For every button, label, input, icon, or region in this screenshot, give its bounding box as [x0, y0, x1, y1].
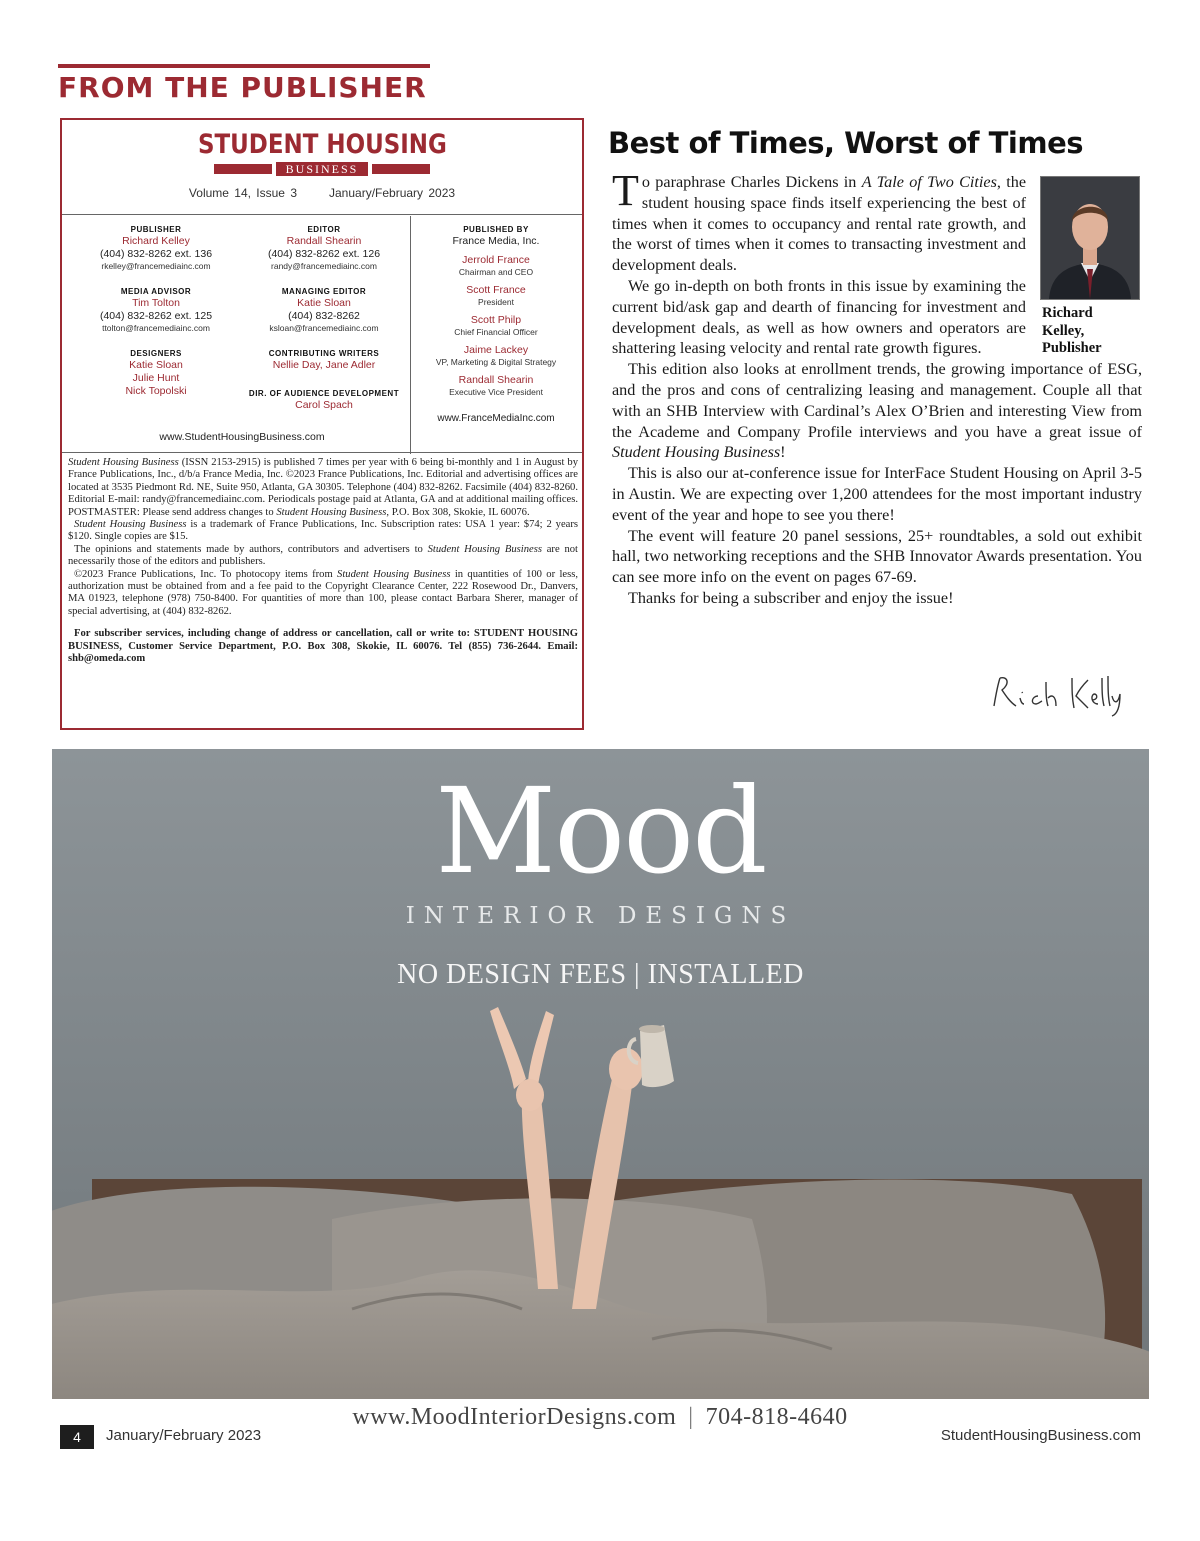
staff-name: Tim Tolton [132, 297, 180, 309]
exec-name: Scott France [466, 284, 526, 296]
footer-website[interactable]: StudentHousingBusiness.com [940, 1427, 1141, 1444]
staff-name: Katie Sloan [297, 297, 351, 309]
staff-name: Carol Spach [295, 399, 353, 411]
staff-role: PUBLISHED BY [463, 225, 529, 234]
staff-phone: (404) 832-8262 ext. 126 [267, 248, 381, 260]
mood-advertisement[interactable] [52, 749, 1149, 1399]
article-title: Best of Times, Worst of Times [608, 126, 1084, 160]
section-header [58, 64, 430, 104]
staff-role: EDITOR [307, 225, 341, 234]
ad-separator: | [688, 1404, 694, 1430]
article-body [612, 166, 1142, 609]
subscriber-services: For subscriber services, including change of address or cancellation, call or write to: STUDENT HOUSING BUSINESS, Customer Service Department, P.O. Box 308, Skokie, IL 60076. Tel (855) 736-2644. Email: shb@omeda.com [68, 628, 578, 665]
ad-tagline: NO DESIGN FEES | INSTALLED [397, 959, 804, 990]
company-name: France Media, Inc. [452, 235, 540, 247]
logo-line1: STUDENT HOUSING [197, 129, 447, 160]
exec-title: Executive Vice President [449, 387, 543, 397]
logo-bar-right [372, 164, 430, 174]
masthead-box [60, 118, 584, 730]
footer-date: January/February 2023 [106, 1427, 262, 1444]
exec-name: Scott Philp [470, 314, 522, 326]
paragraph: To paraphrase Charles Dickens in A Tale of Two Cities, the student housing space finds itself experiencing the best of times when it comes to occupancy and rental rate growth, and the worst of times when it comes to transacting investment and development deals. [612, 166, 1027, 275]
staff-email[interactable]: randy@francemediainc.com [271, 261, 377, 271]
exec-title: President [478, 297, 514, 307]
paragraph: The event will feature 20 panel sessions, 25+ roundtables, a sold out exhibit hall, two networking receptions and the SHB Innovator Awards presentation. You can see more info on the event on pages 67-69. [612, 526, 1142, 587]
masthead-url[interactable]: www.StudentHousingBusiness.com [159, 431, 325, 443]
staff-role: CONTRIBUTING WRITERS [268, 349, 380, 358]
exec-title: VP, Marketing & Digital Strategy [435, 357, 557, 367]
publisher-signature [988, 668, 1124, 718]
photo-caption: Richard Kelley, Publisher [1042, 305, 1102, 356]
volume-issue: Volume 14, Issue 3 [188, 186, 297, 200]
exec-name: Jaime Lackey [463, 344, 529, 356]
staff-name: Richard Kelley [122, 235, 190, 247]
staff-role: MANAGING EDITOR [281, 287, 367, 296]
paragraph: This is also our at-conference issue for InterFace Student Housing on April 3-5 in Austin. We are expecting over 1,200 attendees for the most important industry event of the year and hope to see you there! [612, 464, 1142, 524]
masthead-logo [62, 130, 582, 176]
staff-column-3 [410, 216, 581, 454]
logo-line2: BUSINESS [276, 162, 369, 176]
staff-email[interactable]: rkelley@francemediainc.com [101, 261, 211, 271]
exec-name: Randall Shearin [458, 374, 534, 386]
staff-role: DIR. OF AUDIENCE DEVELOPMENT [248, 389, 400, 398]
staff-name: Julie Hunt [132, 372, 180, 384]
paragraph: This edition also looks at enrollment trends, the growing importance of ESG, and the pros and cons of centralizing leasing and management. Couple all that with an SHB Interview with Cardinal’s Alex O’Brien and interesting View from the Academe and Company Profile interviews and you have a great issue of Student Housing Business! [612, 360, 1142, 462]
staff-phone: (404) 832-8262 ext. 136 [99, 248, 213, 260]
exec-title: Chief Financial Officer [454, 327, 538, 337]
staff-role: MEDIA ADVISOR [120, 287, 192, 296]
page-number: 4 [60, 1425, 94, 1449]
staff-name: Katie Sloan [129, 359, 183, 371]
staff-column-2 [242, 224, 406, 412]
masthead-divider-2 [62, 452, 582, 453]
issue-date: January/February 2023 [329, 186, 456, 200]
ad-website-link[interactable]: www.MoodInteriorDesigns.com [352, 1404, 677, 1430]
staff-name: Nick Topolski [125, 385, 187, 397]
masthead-volume-line [62, 186, 582, 200]
staff-name: Randall Shearin [286, 235, 362, 247]
drop-cap: T [612, 166, 639, 215]
ad-brand-logo: Mood [435, 762, 766, 900]
staff-phone: (404) 832-8262 ext. 125 [99, 310, 213, 322]
logo-bar-left [214, 164, 272, 174]
exec-title: Chairman and CEO [458, 267, 534, 277]
staff-phone: (404) 832-8262 [288, 310, 360, 322]
france-media-url[interactable]: www.FranceMediaInc.com [437, 413, 555, 424]
paragraph: We go in-depth on both fronts in this issue by examining the current bid/ask gap and dearth of financing for investment and development deals, as well as how owners and operators are shattering leasing velocity and rental rate growth figures. [612, 276, 1026, 358]
ad-brand-subtitle: INTERIOR DESIGNS [405, 903, 796, 929]
ad-phone[interactable]: 704-818-4640 [705, 1404, 848, 1430]
staff-column-1 [74, 224, 238, 398]
header-rule [58, 64, 430, 68]
section-title: FROM THE PUBLISHER [58, 71, 427, 104]
staff-role: PUBLISHER [130, 225, 182, 234]
staff-role: DESIGNERS [130, 349, 182, 358]
paragraph: Thanks for being a subscriber and enjoy the issue! [628, 588, 954, 607]
masthead-divider [62, 214, 582, 215]
legal-text: Student Housing Business (ISSN 2153-2915) is published 7 times per year with 6 being bi-monthly and 1 in August by France Publications, Inc., d/b/a France Media, Inc. ©2023 France Publications, Inc. Editorial and advertising offices are located at 3535 Piedmont Rd. NE, Suite 950, Atlanta, GA 30305. Telephone (404) 832-8262. Facsimile (404) 832-8260. Editorial E-mail: randy@francemediainc.com. Periodicals postage paid at Atlanta, GA and at additional mailing offices. POSTMASTER: Please send address changes to Student Housing Business, P.O. Box 308, Skokie, IL 60076. Student Housing Business is a trademark of France Publications, Inc. Subscription rates: USA 1 year: $74; 2 years $120. Single copies are $15. The opinions and statements made by authors, contributors and advertisers to Student Housing Business are not necessarily those of the editors and publishers. ©2023 France Publications, Inc. To photocopy items from Student Housing Business in quantities of 100 or less, authorization must be obtained from and a fee paid to the Copyright Clearance Center, 222 Rosewood Dr., Danvers, MA 01923, telephone (978) 750-8400. For quantities of more than 100, please contact Barbara Sherer, manager of special advertising, at (404) 832-8262. For subscriber services, including change of address or cancellation, call or write to: STUDENT HOUSING BUSINESS, Customer Service Department, P.O. Box 308, Skokie, IL 60076. Tel (855) 736-2644. Email: shb@omeda.com [68, 457, 578, 665]
staff-name: Nellie Day, Jane Adler [272, 359, 376, 371]
staff-email[interactable]: ttolton@francemediainc.com [102, 323, 210, 333]
exec-name: Jerrold France [462, 254, 530, 266]
staff-email[interactable]: ksloan@francemediainc.com [269, 323, 379, 333]
